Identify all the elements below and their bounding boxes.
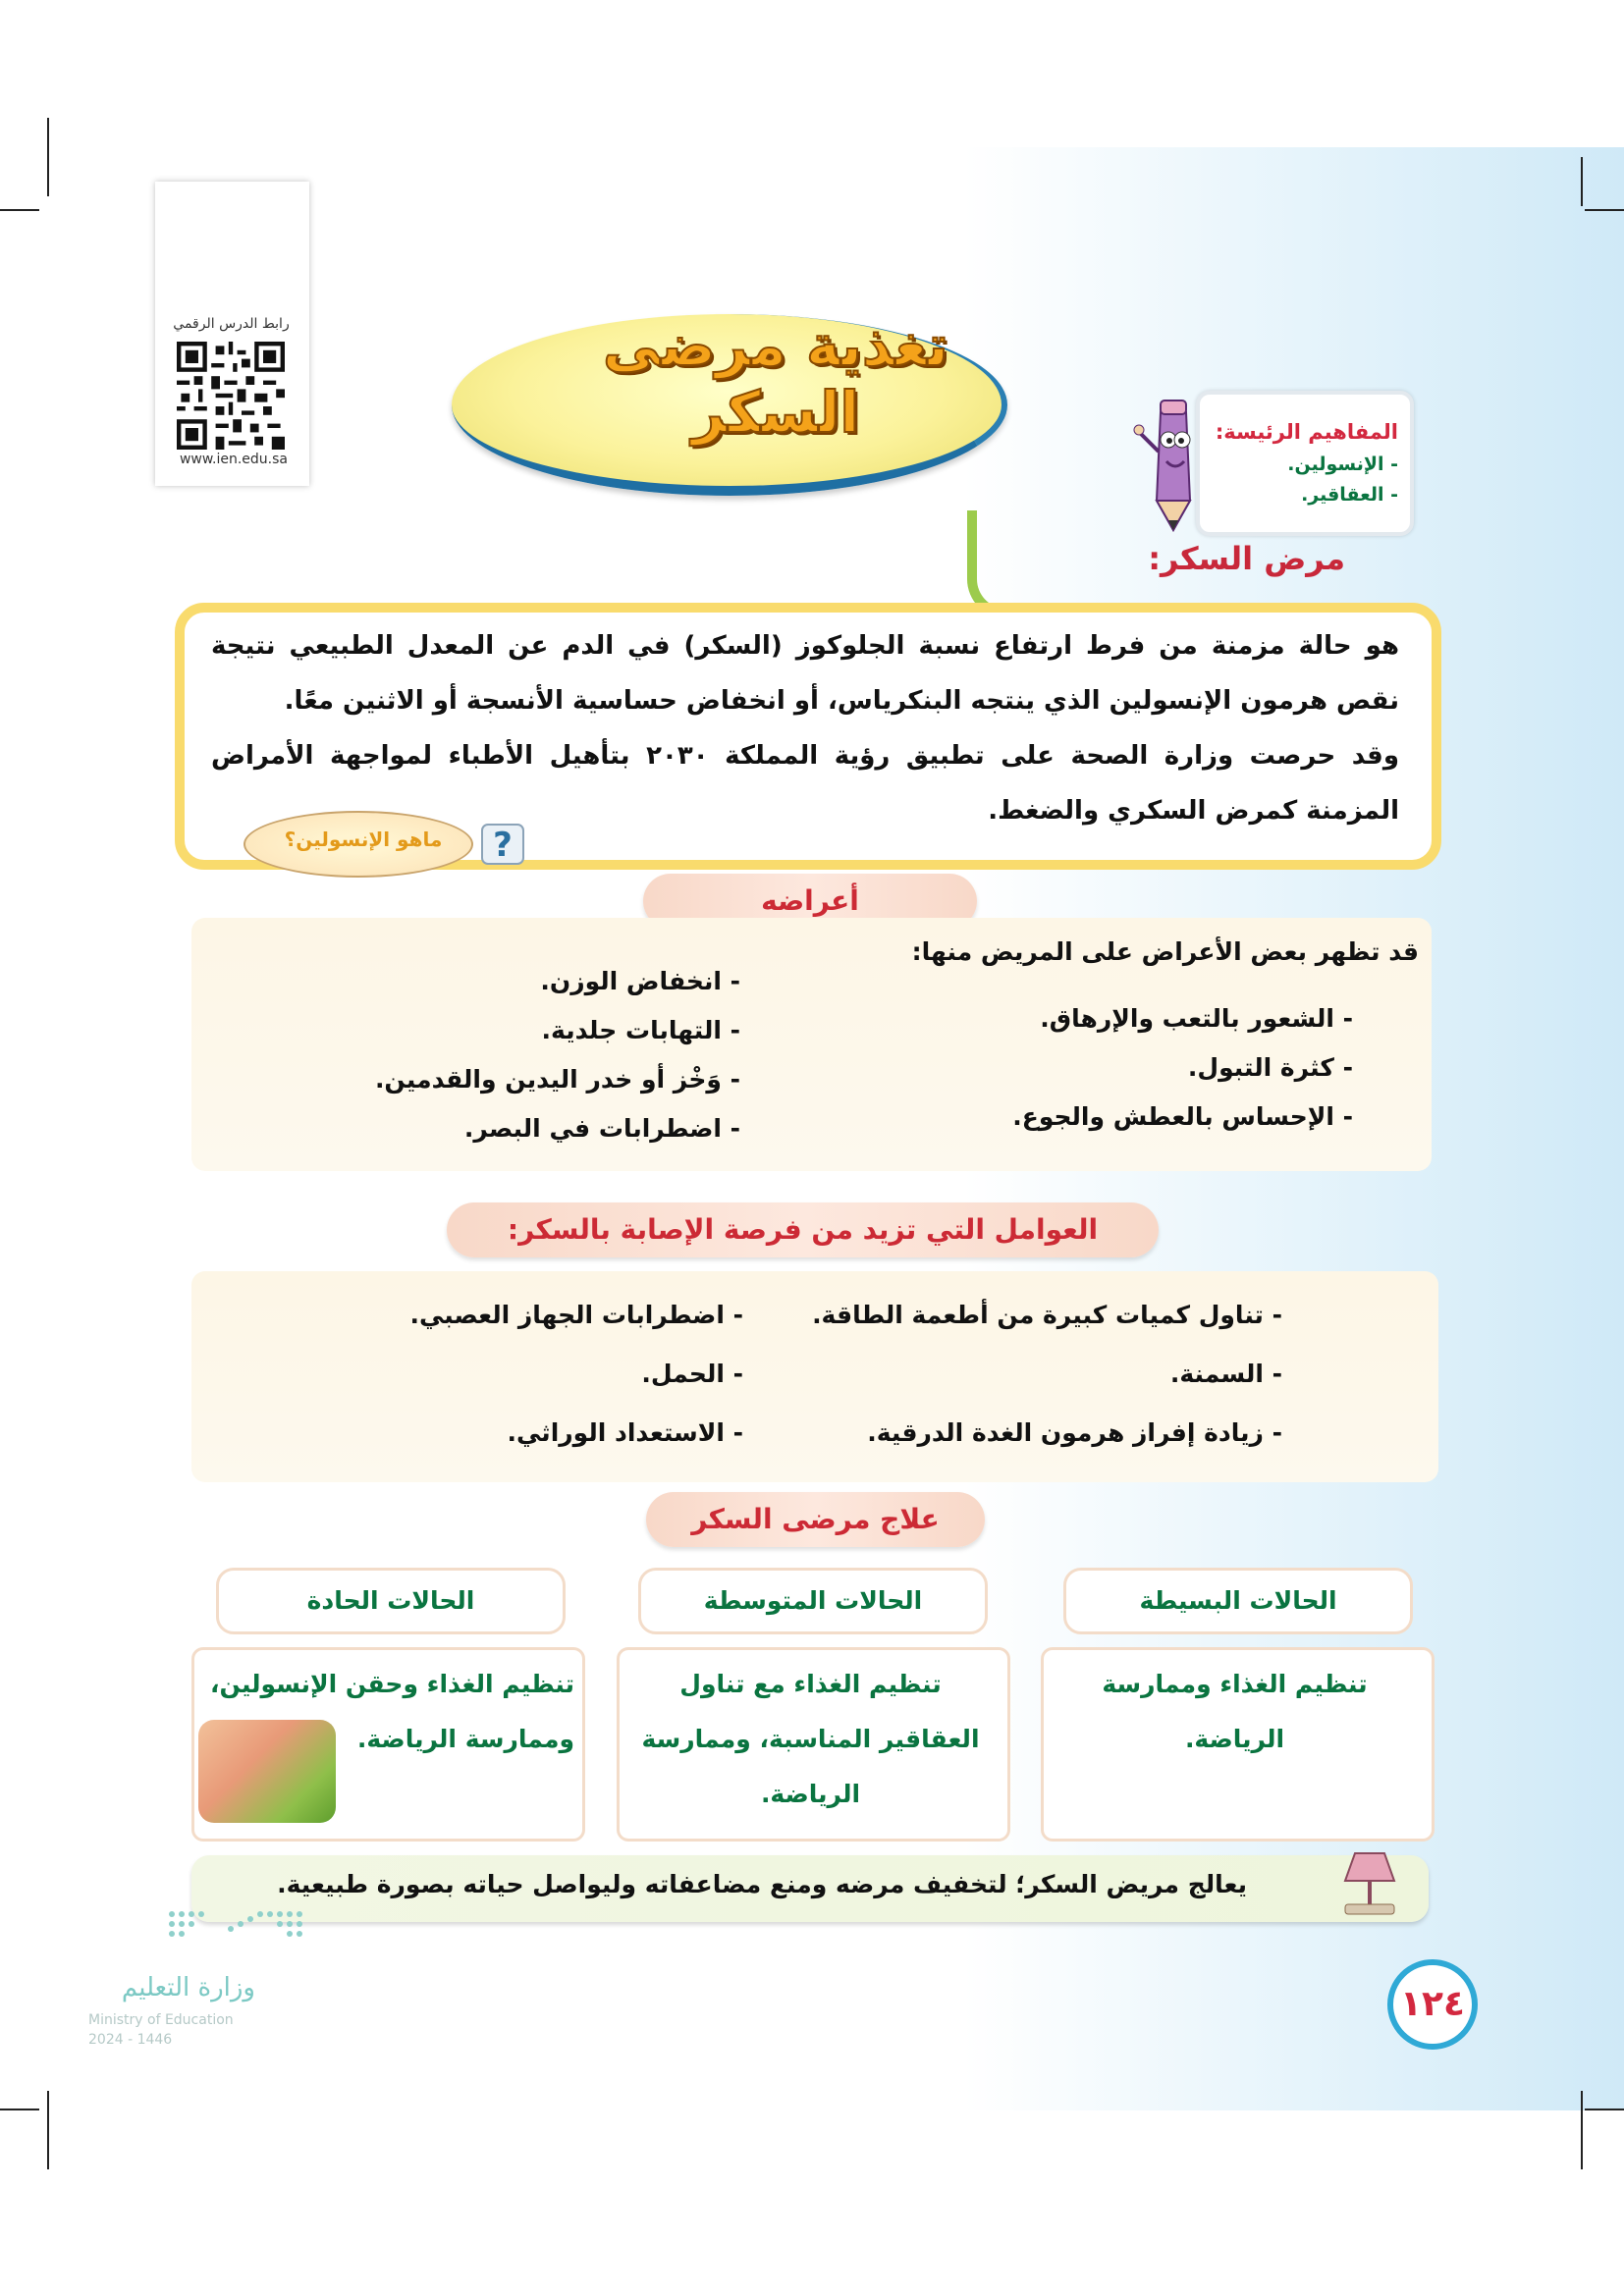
lamp-icon [1326,1843,1414,1922]
crop-mark [1585,209,1624,211]
insulin-injection-image [198,1720,336,1823]
note-text: يعالج مريض السكر؛ لتخفيف مرضه ومنع مضاعفاته وليواصل حياته بصورة طبيعية. [277,1870,1247,1898]
qr-code-icon[interactable] [177,342,285,450]
crop-mark [47,118,49,196]
case-moderate-heading: الحالات المتوسطة [638,1568,988,1634]
case-moderate-text [626,1657,995,1822]
definition-text [211,618,1399,838]
definition-paragraph-1: هو حالة مزمنة من فرط ارتفاع نسبة الجلوكوز (السكر) في الدم عن المعدل الطبيعي نتيجة نقص هرمون الإنسولين الذي ينتجه البنكرياس، أو انخفاض حساسية الأنسجة أو الاثنين معًا. [211,631,1399,716]
case-simple-text [1051,1657,1419,1767]
factor-item: - السمنة. [1169,1360,1282,1388]
factor-item: - اضطرابات الجهاز العصبي. [409,1301,743,1329]
case-line: تنظيم الغذاء مع تناول [679,1670,942,1698]
lesson-title [550,312,1001,446]
case-line: الرياضة. [1184,1725,1285,1753]
ministry-year: 2024 - 1446 [88,2032,173,2048]
factor-item: - زيادة إفراز هرمون الغدة الدرقية. [867,1418,1282,1447]
case-severe-text [209,1657,574,1767]
case-line: وممارسة الرياضة. [356,1725,574,1753]
symptom-item: - اضطرابات في البصر. [463,1114,740,1143]
case-severe-heading: الحالات الحادة [216,1568,566,1634]
symptoms-heading: أعراضه [643,874,977,929]
key-concepts-title: المفاهيم الرئيسة: [1215,420,1398,444]
section-heading: مرض السكر: [1148,540,1345,577]
factor-item: - الحمل. [641,1360,743,1388]
treatment-heading: علاج مرضى السكر [646,1492,985,1547]
factor-item: - الاستعداد الوراثي. [507,1418,743,1447]
question-mark-icon [476,813,535,872]
symptom-item: - الشعور بالتعب والإرهاق. [1040,1004,1353,1033]
factors-heading: العوامل التي تزيد من فرصة الإصابة بالسكر: [447,1202,1159,1257]
case-simple-heading: الحالات البسيطة [1063,1568,1413,1634]
crop-mark [1581,157,1583,206]
qr-caption: رابط الدرس الرقمي [173,316,290,332]
question-text: ماهو الإنسولين؟ [284,828,443,851]
svg-text:?: ? [493,826,513,865]
case-line: العقاقير المناسبة، وممارسة [641,1725,980,1753]
crop-mark [0,2109,39,2110]
case-line: تنظيم الغذاء وحقن الإنسولين، [209,1670,574,1698]
crop-mark [1585,2109,1624,2110]
symptom-item: - التهابات جلدية. [541,1016,740,1044]
ministry-name-english: Ministry of Education [88,2012,234,2028]
crop-mark [0,209,39,211]
symptom-item: - كثرة التبول. [1187,1053,1353,1082]
factor-item: - تناول كميات كبيرة من أطعمة الطاقة. [812,1301,1282,1329]
key-concept-item: - العقاقير. [1301,484,1398,506]
case-line: تنظيم الغذاء وممارسة [1102,1670,1368,1698]
crop-mark [47,2091,49,2169]
qr-url[interactable]: www.ien.edu.sa [179,452,289,467]
case-line: الرياضة. [760,1780,861,1808]
symptom-item: - انخفاض الوزن. [540,967,740,995]
definition-paragraph-2: وقد حرصت وزارة الصحة على تطبيق رؤية المملكة ٢٠٣٠ بتأهيل الأطباء لمواجهة الأمراض المزمنة كمرض السكري والضغط. [211,741,1399,826]
symptoms-intro: قد تظهر بعض الأعراض على المريض منها: [911,937,1419,966]
key-concept-item: - الإنسولين. [1287,454,1398,475]
page-number: ١٢٤ [1387,1959,1478,2050]
ministry-logo-icon [162,1904,319,1958]
lesson-title-line1: تغذية مرضى [603,312,948,379]
symptom-item: - الإحساس بالعطش والجوع. [1012,1102,1353,1131]
ministry-name-arabic: وزارة التعليم [121,1973,255,2002]
crop-mark [1581,2091,1583,2169]
symptom-item: - وَخْز أو خدر اليدين والقدمين. [374,1065,740,1094]
lesson-title-line2: السكر [691,379,860,446]
